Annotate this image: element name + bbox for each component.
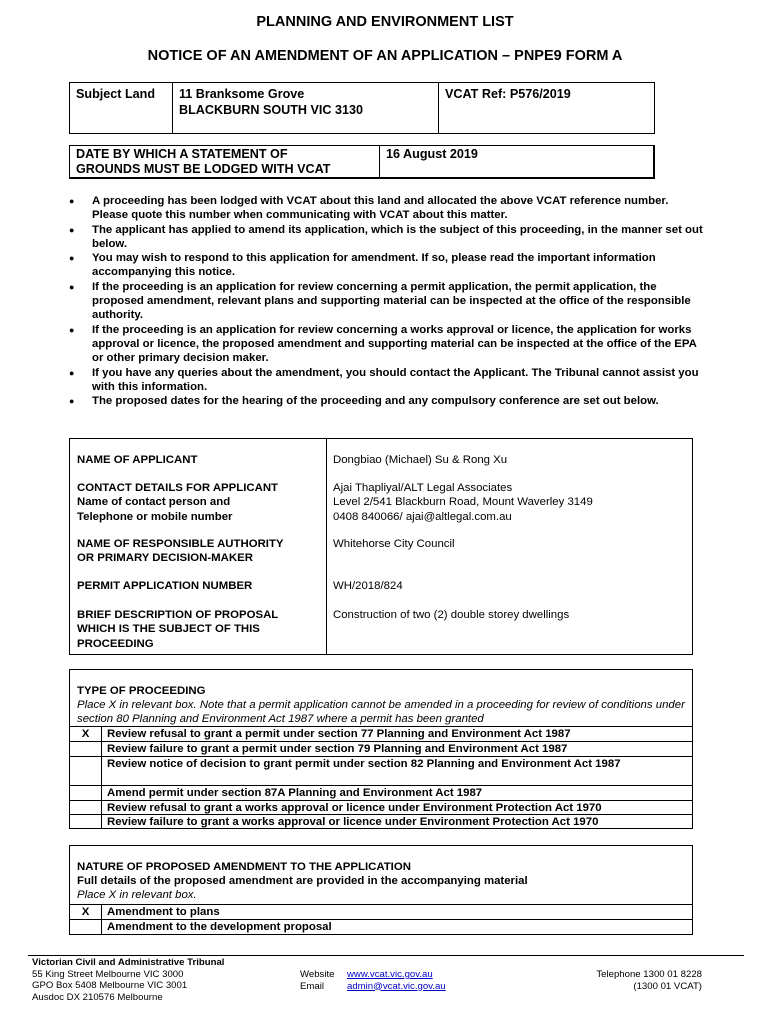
proceeding-option-row bbox=[70, 814, 692, 829]
option-label: Amendment to the development proposal bbox=[107, 921, 332, 933]
option-label: Review failure to grant a works approval or licence under Environment Protection Act 1970 bbox=[107, 816, 599, 828]
footer-org-name: Victorian Civil and Administrative Tribunal bbox=[32, 957, 225, 968]
cell-divider bbox=[101, 905, 102, 919]
footer-contact bbox=[300, 969, 446, 992]
proceeding-note: Place X in relevant box. Note that a permit application cannot be amended in a proceeding for review of conditions under section 80 Planning and Environment Act 1987 where a permit has been granted bbox=[77, 699, 685, 726]
notice-bullet-list bbox=[66, 194, 706, 408]
bullet-text: You may wish to respond to this application for amendment. If so, please read the important information accompanying this notice. bbox=[92, 252, 656, 279]
proceeding-option-row bbox=[70, 756, 692, 785]
applicant-name-value: Dongbiao (Michael) Su & Rong Xu bbox=[333, 454, 508, 466]
footer-address bbox=[32, 957, 224, 1003]
bullet-icon: ● bbox=[69, 324, 75, 335]
contact-value-line-2: Level 2/541 Blackburn Road, Mount Waverley 3149 bbox=[333, 496, 593, 509]
list-item bbox=[66, 251, 706, 280]
contact-label-line-2: Name of contact person and bbox=[77, 496, 231, 509]
deadline-label-line-1: DATE BY WHICH A STATEMENT OF bbox=[76, 147, 288, 161]
proposed-amendment-section bbox=[69, 845, 693, 935]
bullet-icon: ● bbox=[69, 281, 75, 292]
responsible-authority-label bbox=[77, 537, 322, 566]
bullet-text: The applicant has applied to amend its application, which is the subject of this proceeding, in the manner set out below. bbox=[92, 223, 703, 250]
cell-divider bbox=[101, 801, 102, 814]
form-subtitle: NOTICE OF AN AMENDMENT OF AN APPLICATION – PNPE9 FORM A bbox=[147, 48, 623, 64]
bullet-text: If you have any queries about the amendment, you should contact the Applicant. The Tribunal cannot assist you with this information. bbox=[92, 366, 699, 393]
applicant-name-label: NAME OF APPLICANT bbox=[77, 454, 198, 466]
subject-land-label: Subject Land bbox=[70, 83, 173, 133]
deadline-label-line-2: GROUNDS MUST BE LODGED WITH VCAT bbox=[76, 162, 331, 176]
deadline-table bbox=[69, 145, 655, 179]
option-label: Review failure to grant a permit under section 79 Planning and Environment Act 1987 bbox=[107, 743, 568, 755]
footer-address-line-2: GPO Box 5408 Melbourne VIC 3001 bbox=[32, 980, 188, 992]
email-link[interactable]: admin@vcat.vic.gov.au bbox=[347, 980, 446, 992]
amendment-note: Place X in relevant box. bbox=[77, 889, 197, 901]
proposal-label-line-1: BRIEF DESCRIPTION OF PROPOSAL bbox=[77, 609, 279, 621]
website-link[interactable]: www.vcat.vic.gov.au bbox=[347, 969, 433, 980]
contact-label-line-1: CONTACT DETAILS FOR APPLICANT bbox=[77, 482, 279, 494]
contact-details-label bbox=[77, 481, 322, 524]
cell-divider bbox=[101, 757, 102, 785]
cell-divider bbox=[101, 920, 102, 935]
contact-label-line-3: Telephone or mobile number bbox=[77, 510, 233, 523]
option-mark[interactable]: X bbox=[81, 728, 90, 740]
proceeding-option-row bbox=[70, 800, 692, 814]
proposal-description-label bbox=[77, 608, 322, 651]
proposal-label-line-2: WHICH IS THE SUBJECT OF THIS bbox=[77, 623, 260, 636]
bullet-icon: ● bbox=[69, 224, 75, 235]
contact-details-value bbox=[333, 481, 688, 524]
applicant-details-table bbox=[69, 438, 693, 655]
bullet-text: If the proceeding is an application for review concerning a permit application, the permit application, the proposed amendment, relevant plans and supporting material can be inspected at the office of the responsible authority. bbox=[92, 280, 691, 322]
subject-land-address bbox=[173, 83, 439, 133]
option-label: Review notice of decision to grant permit under section 82 Planning and Environment Act 1987 bbox=[107, 758, 621, 770]
responsible-authority-value: Whitehorse City Council bbox=[333, 538, 455, 550]
cell-divider bbox=[101, 742, 102, 756]
footer-address-line-3: Ausdoc DX 210576 Melbourne bbox=[32, 991, 163, 1003]
cell-divider bbox=[101, 786, 102, 800]
amendment-option-row bbox=[70, 904, 692, 919]
address-line-1: 11 Branksome Grove bbox=[179, 87, 305, 101]
list-item bbox=[66, 394, 706, 408]
cell-divider bbox=[101, 727, 102, 741]
amendment-option-row bbox=[70, 919, 692, 935]
page-title: PLANNING AND ENVIRONMENT LIST bbox=[256, 14, 514, 30]
bullet-icon: ● bbox=[69, 396, 75, 407]
deadline-date: 16 August 2019 bbox=[386, 147, 478, 161]
type-of-proceeding-section bbox=[69, 669, 693, 829]
column-divider bbox=[326, 439, 327, 654]
list-item bbox=[66, 223, 706, 252]
footer-telephone: Telephone 1300 01 8228 bbox=[596, 969, 702, 980]
contact-value-line-1: Ajai Thapliyal/ALT Legal Associates bbox=[333, 482, 513, 494]
footer-phone bbox=[560, 969, 702, 992]
proceeding-option-row bbox=[70, 726, 692, 741]
list-item bbox=[66, 280, 706, 323]
proceeding-option-row bbox=[70, 741, 692, 756]
cell-divider bbox=[101, 815, 102, 829]
amendment-heading: NATURE OF PROPOSED AMENDMENT TO THE APPLICATION bbox=[77, 861, 411, 873]
proposal-description-value: Construction of two (2) double storey dwellings bbox=[333, 609, 570, 621]
bullet-icon: ● bbox=[69, 367, 75, 378]
option-label: Review refusal to grant a works approval or licence under Environment Protection Act 1970 bbox=[107, 802, 602, 814]
option-label: Amendment to plans bbox=[107, 906, 220, 918]
permit-number-value: WH/2018/824 bbox=[333, 580, 403, 592]
subject-land-table bbox=[69, 82, 655, 134]
footer-email-row bbox=[300, 981, 446, 993]
bullet-icon: ● bbox=[69, 253, 75, 264]
footer-website-row bbox=[300, 969, 446, 981]
amendment-subheading: Full details of the proposed amendment are provided in the accompanying material bbox=[77, 875, 528, 887]
option-label: Amend permit under section 87A Planning and Environment Act 1987 bbox=[107, 787, 483, 799]
bullet-text: If the proceeding is an application for review concerning a works approval or licence, the application for works approval or licence, the proposed amendment and supporting material can be inspected at the office of the EPA or other primary decision maker. bbox=[92, 323, 697, 365]
bullet-icon: ● bbox=[69, 196, 75, 206]
list-item bbox=[66, 323, 706, 366]
permit-number-label: PERMIT APPLICATION NUMBER bbox=[77, 580, 253, 592]
contact-value-line-3: 0408 840066/ ajai@altlegal.com.au bbox=[333, 510, 512, 523]
footer-divider bbox=[28, 955, 744, 956]
proposal-label-line-3: PROCEEDING bbox=[77, 637, 154, 650]
address-line-2: BLACKBURN SOUTH VIC 3130 bbox=[179, 103, 364, 117]
list-item bbox=[66, 194, 706, 223]
option-mark[interactable]: X bbox=[81, 906, 90, 918]
bullet-text: The proposed dates for the hearing of the proceeding and any compulsory conference are set out below. bbox=[92, 395, 659, 408]
vcat-reference: VCAT Ref: P576/2019 bbox=[445, 87, 571, 101]
deadline-label bbox=[70, 146, 380, 177]
option-label: Review refusal to grant a permit under section 77 Planning and Environment Act 1987 bbox=[107, 728, 571, 740]
proceeding-option-row bbox=[70, 785, 692, 800]
authority-label-line-2: OR PRIMARY DECISION-MAKER bbox=[77, 552, 253, 565]
footer-telephone-alt: (1300 01 VCAT) bbox=[633, 980, 702, 992]
footer-address-line-1: 55 King Street Melbourne VIC 3000 bbox=[32, 968, 184, 980]
website-label: Website bbox=[300, 969, 335, 980]
list-item bbox=[66, 366, 706, 395]
bullet-text: A proceeding has been lodged with VCAT about this land and allocated the above VCAT reference number. Please quote this number when communicating with VCAT about this matter. bbox=[92, 195, 669, 222]
proceeding-heading: TYPE OF PROCEEDING bbox=[77, 685, 206, 697]
email-label: Email bbox=[300, 980, 324, 992]
authority-label-line-1: NAME OF RESPONSIBLE AUTHORITY bbox=[77, 538, 284, 550]
